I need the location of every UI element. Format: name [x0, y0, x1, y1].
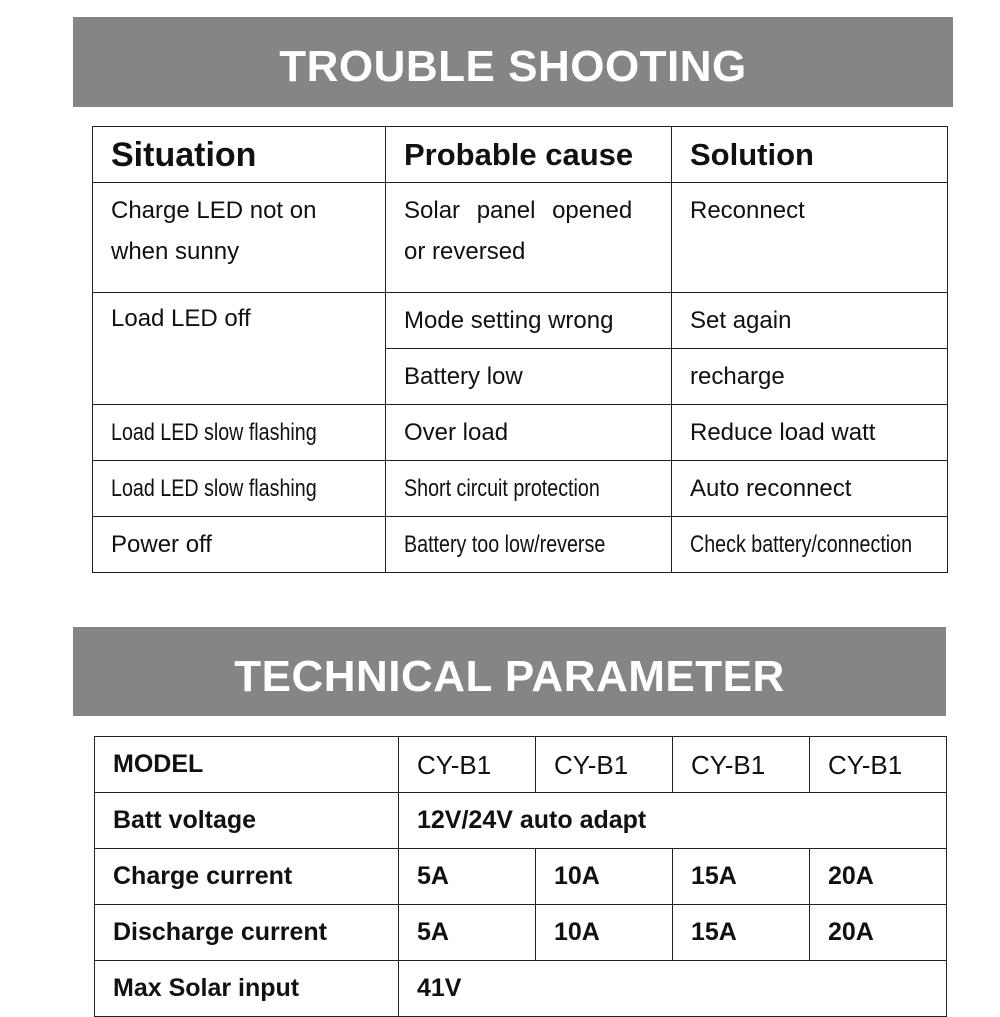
- cause-cell: Mode setting wrong: [386, 293, 672, 349]
- situation-cell: [93, 183, 386, 293]
- table-row: [93, 517, 948, 573]
- table-row: [93, 461, 948, 517]
- table-row: [93, 183, 948, 293]
- model-value: CY-B1: [810, 737, 947, 793]
- solution-cell: recharge: [672, 349, 948, 405]
- solution-cell: Reduce load watt: [672, 405, 948, 461]
- table-row: [93, 405, 948, 461]
- model-value: CY-B1: [673, 737, 810, 793]
- header-solution: Solution: [672, 127, 948, 183]
- situation-line-1: Charge LED not on: [111, 197, 317, 224]
- discharge-current-label: Discharge current: [95, 905, 399, 961]
- table-row: [95, 737, 947, 793]
- situation-text: Load LED slow flashing: [111, 418, 317, 446]
- technical-parameter-title: TECHNICAL PARAMETER: [234, 651, 785, 701]
- discharge-current-value: 20A: [810, 905, 947, 961]
- discharge-current-value: 10A: [536, 905, 673, 961]
- situation-cell: [93, 461, 386, 517]
- header-probable-cause: Probable cause: [386, 127, 672, 183]
- charge-current-value: 5A: [399, 849, 536, 905]
- model-value: CY-B1: [536, 737, 673, 793]
- charge-current-value: 20A: [810, 849, 947, 905]
- cause-cell: Battery low: [386, 349, 672, 405]
- cause-text: Battery too low/reverse: [404, 530, 606, 558]
- batt-voltage-label: Batt voltage: [95, 793, 399, 849]
- table-header-row: [93, 127, 948, 183]
- solution-cell: Set again: [672, 293, 948, 349]
- cause-cell: [386, 461, 672, 517]
- model-label: MODEL: [95, 737, 399, 793]
- charge-current-value: 10A: [536, 849, 673, 905]
- cause-line-2: or reversed: [404, 238, 526, 265]
- solution-text: Check battery/connection: [690, 530, 913, 558]
- situation-line-2: when sunny: [111, 238, 240, 265]
- discharge-current-value: 5A: [399, 905, 536, 961]
- table-row: [93, 293, 948, 349]
- discharge-current-value: 15A: [673, 905, 810, 961]
- technical-parameter-banner: [73, 627, 946, 716]
- trouble-shooting-table: [92, 126, 948, 573]
- cause-cell: Over load: [386, 405, 672, 461]
- cause-text: Short circuit protection: [404, 474, 600, 502]
- cause-line-1: Solar panel opened: [404, 197, 633, 224]
- batt-voltage-value: 12V/24V auto adapt: [399, 793, 947, 849]
- max-solar-input-value: 41V: [399, 961, 947, 1017]
- table-row: [95, 849, 947, 905]
- table-row: [95, 905, 947, 961]
- charge-current-value: 15A: [673, 849, 810, 905]
- technical-parameter-table: [94, 736, 947, 1017]
- trouble-shooting-title: TROUBLE SHOOTING: [279, 42, 747, 91]
- solution-text: Reconnect: [690, 197, 805, 224]
- solution-cell: [672, 183, 948, 293]
- solution-cell: [672, 517, 948, 573]
- situation-cell: Power off: [93, 517, 386, 573]
- header-situation: Situation: [93, 127, 386, 183]
- solution-cell: Auto reconnect: [672, 461, 948, 517]
- charge-current-label: Charge current: [95, 849, 399, 905]
- situation-cell: [93, 405, 386, 461]
- cause-cell: [386, 183, 672, 293]
- model-value: CY-B1: [399, 737, 536, 793]
- situation-cell: Load LED off: [93, 293, 386, 405]
- table-row: [95, 961, 947, 1017]
- situation-text: Load LED slow flashing: [111, 474, 317, 502]
- table-row: [95, 793, 947, 849]
- cause-cell: [386, 517, 672, 573]
- max-solar-input-label: Max Solar input: [95, 961, 399, 1017]
- trouble-shooting-banner: [73, 17, 953, 107]
